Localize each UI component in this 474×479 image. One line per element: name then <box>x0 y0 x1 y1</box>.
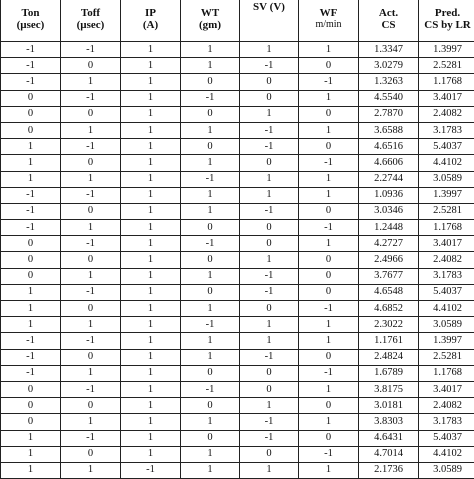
cell-ton: 1 <box>1 155 61 171</box>
cell-wt: 0 <box>181 365 240 381</box>
cell-pred-cs: 3.4017 <box>419 381 474 397</box>
cell-wf: 0 <box>299 203 359 219</box>
cell-wf: -1 <box>299 74 359 90</box>
header-act-cs: Act. CS <box>359 0 419 42</box>
cell-wt: 1 <box>181 42 240 58</box>
cell-wf: 1 <box>299 122 359 138</box>
cell-wt: 1 <box>181 187 240 203</box>
cell-wt: 1 <box>181 414 240 430</box>
cell-ton: -1 <box>1 220 61 236</box>
table-row <box>1 284 474 300</box>
cell-sv: -1 <box>240 430 299 446</box>
cell-pred-cs: 1.3997 <box>419 42 474 58</box>
table-row <box>1 446 474 462</box>
table-row <box>1 139 474 155</box>
cell-toff: -1 <box>61 284 121 300</box>
cell-ton: 0 <box>1 236 61 252</box>
table-body <box>1 42 474 479</box>
table-row <box>1 220 474 236</box>
cell-ton: 0 <box>1 381 61 397</box>
cell-pred-cs: 5.4037 <box>419 139 474 155</box>
cell-sv: -1 <box>240 349 299 365</box>
cell-wf: 0 <box>299 106 359 122</box>
cell-wf: 1 <box>299 42 359 58</box>
cell-pred-cs: 1.1768 <box>419 365 474 381</box>
cell-act-cs: 4.5540 <box>359 90 419 106</box>
cell-sv: 0 <box>240 236 299 252</box>
table-row <box>1 74 474 90</box>
cell-ip: 1 <box>121 203 181 219</box>
cell-wf: 0 <box>299 284 359 300</box>
cell-pred-cs: 2.4082 <box>419 252 474 268</box>
cell-toff: 0 <box>61 203 121 219</box>
table-row <box>1 171 474 187</box>
cell-act-cs: 1.3263 <box>359 74 419 90</box>
table-row <box>1 349 474 365</box>
cell-wt: 1 <box>181 268 240 284</box>
cell-ip: 1 <box>121 74 181 90</box>
cell-wf: -1 <box>299 301 359 317</box>
cell-sv: -1 <box>240 284 299 300</box>
cell-pred-cs: 4.4102 <box>419 155 474 171</box>
cell-sv: 1 <box>240 171 299 187</box>
cell-act-cs: 3.7677 <box>359 268 419 284</box>
table-row <box>1 122 474 138</box>
cell-ip: 1 <box>121 365 181 381</box>
cell-ip: 1 <box>121 171 181 187</box>
cell-toff: 1 <box>61 365 121 381</box>
cell-act-cs: 2.1736 <box>359 462 419 478</box>
cell-ip: 1 <box>121 58 181 74</box>
cell-act-cs: 3.0346 <box>359 203 419 219</box>
cell-sv: 1 <box>240 42 299 58</box>
cell-ton: 0 <box>1 268 61 284</box>
table-row <box>1 252 474 268</box>
cell-pred-cs: 4.4102 <box>419 446 474 462</box>
cell-wf: -1 <box>299 155 359 171</box>
cell-toff: 1 <box>61 220 121 236</box>
cell-ip: 1 <box>121 90 181 106</box>
cell-ip: 1 <box>121 430 181 446</box>
table-row <box>1 268 474 284</box>
cell-ton: 1 <box>1 317 61 333</box>
cell-pred-cs: 1.3997 <box>419 187 474 203</box>
cell-pred-cs: 3.0589 <box>419 317 474 333</box>
cell-ip: 1 <box>121 187 181 203</box>
cell-toff: 1 <box>61 462 121 478</box>
cell-act-cs: 1.6789 <box>359 365 419 381</box>
cell-ip: 1 <box>121 446 181 462</box>
table-row <box>1 106 474 122</box>
cell-toff: -1 <box>61 187 121 203</box>
cell-ip: -1 <box>121 462 181 478</box>
table-row <box>1 317 474 333</box>
header-ton: Ton (µsec) <box>1 0 61 42</box>
cell-ip: 1 <box>121 236 181 252</box>
cell-wt: 0 <box>181 430 240 446</box>
cell-wf: 0 <box>299 349 359 365</box>
cell-ip: 1 <box>121 301 181 317</box>
cell-ton: -1 <box>1 333 61 349</box>
cell-sv: -1 <box>240 414 299 430</box>
cell-ton: 1 <box>1 171 61 187</box>
cell-ton: 1 <box>1 301 61 317</box>
cell-act-cs: 3.6588 <box>359 122 419 138</box>
table-row <box>1 90 474 106</box>
table-row <box>1 462 474 478</box>
cell-pred-cs: 3.4017 <box>419 90 474 106</box>
cell-sv: 1 <box>240 252 299 268</box>
cell-wt: -1 <box>181 317 240 333</box>
cell-wt: 1 <box>181 58 240 74</box>
cell-sv: -1 <box>240 268 299 284</box>
cell-ip: 1 <box>121 220 181 236</box>
cell-sv: 0 <box>240 301 299 317</box>
cell-ip: 1 <box>121 106 181 122</box>
cell-wf: 0 <box>299 268 359 284</box>
cell-ip: 1 <box>121 284 181 300</box>
table-row <box>1 155 474 171</box>
cell-ton: 0 <box>1 252 61 268</box>
cell-act-cs: 2.7870 <box>359 106 419 122</box>
cell-wf: 1 <box>299 171 359 187</box>
cell-toff: 0 <box>61 349 121 365</box>
cell-ip: 1 <box>121 317 181 333</box>
cell-ton: -1 <box>1 365 61 381</box>
cell-toff: -1 <box>61 236 121 252</box>
table-row <box>1 381 474 397</box>
cell-act-cs: 3.8303 <box>359 414 419 430</box>
cell-ton: 1 <box>1 284 61 300</box>
table-row <box>1 365 474 381</box>
cell-wt: 0 <box>181 106 240 122</box>
cell-ton: 0 <box>1 414 61 430</box>
cell-toff: 0 <box>61 301 121 317</box>
table-row <box>1 414 474 430</box>
cell-ton: 0 <box>1 106 61 122</box>
cell-toff: 0 <box>61 155 121 171</box>
cell-sv: 1 <box>240 462 299 478</box>
cell-sv: 1 <box>240 106 299 122</box>
cell-pred-cs: 3.4017 <box>419 236 474 252</box>
cell-ip: 1 <box>121 252 181 268</box>
cell-act-cs: 4.6852 <box>359 301 419 317</box>
cell-wf: 1 <box>299 333 359 349</box>
table-header-row <box>1 0 474 42</box>
cell-sv: -1 <box>240 139 299 155</box>
cell-toff: 0 <box>61 446 121 462</box>
cell-wf: 0 <box>299 398 359 414</box>
cell-wf: -1 <box>299 446 359 462</box>
cell-wt: -1 <box>181 171 240 187</box>
cell-ip: 1 <box>121 268 181 284</box>
cell-wt: 1 <box>181 155 240 171</box>
cell-act-cs: 4.6431 <box>359 430 419 446</box>
cell-wt: 1 <box>181 203 240 219</box>
table-row <box>1 430 474 446</box>
cell-sv: 1 <box>240 187 299 203</box>
cell-act-cs: 1.2448 <box>359 220 419 236</box>
cell-sv: 0 <box>240 155 299 171</box>
cell-wt: 1 <box>181 462 240 478</box>
cell-wt: 1 <box>181 122 240 138</box>
cell-ip: 1 <box>121 155 181 171</box>
table-row <box>1 398 474 414</box>
cell-wf: 1 <box>299 90 359 106</box>
cell-sv: 1 <box>240 398 299 414</box>
cell-ton: 0 <box>1 398 61 414</box>
cell-pred-cs: 2.4082 <box>419 106 474 122</box>
cell-ip: 1 <box>121 381 181 397</box>
cell-sv: -1 <box>240 58 299 74</box>
cell-toff: 0 <box>61 58 121 74</box>
cell-sv: 0 <box>240 90 299 106</box>
cell-pred-cs: 2.5281 <box>419 203 474 219</box>
cell-ton: 1 <box>1 462 61 478</box>
cell-wf: 1 <box>299 317 359 333</box>
cell-sv: 0 <box>240 446 299 462</box>
header-pred-cs: Pred. CS by LR <box>419 0 474 42</box>
cell-ton: -1 <box>1 203 61 219</box>
cell-act-cs: 3.8175 <box>359 381 419 397</box>
cell-act-cs: 2.3022 <box>359 317 419 333</box>
cell-ip: 1 <box>121 139 181 155</box>
cell-pred-cs: 1.1768 <box>419 74 474 90</box>
cell-wt: 1 <box>181 349 240 365</box>
cell-toff: -1 <box>61 430 121 446</box>
cell-ton: 1 <box>1 139 61 155</box>
table-row <box>1 236 474 252</box>
cell-wf: 0 <box>299 58 359 74</box>
cell-sv: 1 <box>240 317 299 333</box>
cell-toff: 1 <box>61 317 121 333</box>
cell-ip: 1 <box>121 349 181 365</box>
cell-act-cs: 4.6516 <box>359 139 419 155</box>
cell-pred-cs: 3.1783 <box>419 268 474 284</box>
cell-toff: 1 <box>61 268 121 284</box>
cell-toff: 1 <box>61 171 121 187</box>
cell-ip: 1 <box>121 42 181 58</box>
cell-act-cs: 4.6548 <box>359 284 419 300</box>
header-wf: WF m/min <box>299 0 359 42</box>
cell-pred-cs: 2.4082 <box>419 398 474 414</box>
cell-pred-cs: 2.5281 <box>419 58 474 74</box>
cell-ton: 0 <box>1 122 61 138</box>
cell-ton: 1 <box>1 430 61 446</box>
header-toff: Toff (µsec) <box>61 0 121 42</box>
cell-ton: 0 <box>1 90 61 106</box>
cell-ip: 1 <box>121 333 181 349</box>
cell-sv: 0 <box>240 220 299 236</box>
header-ip: IP (A) <box>121 0 181 42</box>
cell-act-cs: 1.1761 <box>359 333 419 349</box>
cell-act-cs: 3.0181 <box>359 398 419 414</box>
cell-wt: 0 <box>181 252 240 268</box>
cell-wt: -1 <box>181 90 240 106</box>
table-row <box>1 42 474 58</box>
cell-pred-cs: 5.4037 <box>419 284 474 300</box>
cell-pred-cs: 2.5281 <box>419 349 474 365</box>
cell-wt: 0 <box>181 220 240 236</box>
cell-act-cs: 2.2744 <box>359 171 419 187</box>
cell-wf: 1 <box>299 414 359 430</box>
cell-wf: -1 <box>299 220 359 236</box>
cell-toff: -1 <box>61 139 121 155</box>
table-row <box>1 203 474 219</box>
cell-toff: -1 <box>61 90 121 106</box>
cell-wt: 0 <box>181 284 240 300</box>
cell-toff: 0 <box>61 106 121 122</box>
cell-ip: 1 <box>121 414 181 430</box>
cell-wf: 1 <box>299 381 359 397</box>
table-row <box>1 301 474 317</box>
cell-wt: 0 <box>181 74 240 90</box>
cell-sv: 0 <box>240 365 299 381</box>
cell-wt: 0 <box>181 139 240 155</box>
cell-wt: 1 <box>181 333 240 349</box>
cell-pred-cs: 5.4037 <box>419 430 474 446</box>
cell-act-cs: 4.7014 <box>359 446 419 462</box>
cell-act-cs: 2.4824 <box>359 349 419 365</box>
cell-ton: -1 <box>1 58 61 74</box>
header-sv: SV (V) <box>240 0 299 42</box>
cell-wt: 1 <box>181 301 240 317</box>
cell-wf: -1 <box>299 365 359 381</box>
cell-pred-cs: 3.0589 <box>419 171 474 187</box>
cell-wf: 0 <box>299 139 359 155</box>
cell-ip: 1 <box>121 398 181 414</box>
cell-wf: 1 <box>299 187 359 203</box>
cell-act-cs: 1.0936 <box>359 187 419 203</box>
cell-act-cs: 4.2727 <box>359 236 419 252</box>
cell-act-cs: 4.6606 <box>359 155 419 171</box>
cell-pred-cs: 4.4102 <box>419 301 474 317</box>
table-row <box>1 333 474 349</box>
cell-toff: 1 <box>61 74 121 90</box>
cell-act-cs: 3.0279 <box>359 58 419 74</box>
cell-wt: 0 <box>181 398 240 414</box>
cell-ton: -1 <box>1 349 61 365</box>
cell-toff: 0 <box>61 252 121 268</box>
cell-ton: -1 <box>1 74 61 90</box>
cell-ton: 1 <box>1 446 61 462</box>
cell-act-cs: 1.3347 <box>359 42 419 58</box>
cell-pred-cs: 1.3997 <box>419 333 474 349</box>
cell-sv: 1 <box>240 333 299 349</box>
cell-toff: 1 <box>61 122 121 138</box>
cell-pred-cs: 3.1783 <box>419 122 474 138</box>
cell-toff: -1 <box>61 333 121 349</box>
cell-sv: 0 <box>240 381 299 397</box>
cell-pred-cs: 1.1768 <box>419 220 474 236</box>
cell-act-cs: 2.4966 <box>359 252 419 268</box>
cell-sv: 0 <box>240 74 299 90</box>
cell-wf: 0 <box>299 252 359 268</box>
cell-pred-cs: 3.0589 <box>419 462 474 478</box>
cell-toff: -1 <box>61 381 121 397</box>
cell-toff: 0 <box>61 398 121 414</box>
cell-ton: -1 <box>1 187 61 203</box>
cell-ton: -1 <box>1 42 61 58</box>
cell-wt: -1 <box>181 236 240 252</box>
table-row <box>1 187 474 203</box>
cell-wf: 1 <box>299 462 359 478</box>
cell-sv: -1 <box>240 203 299 219</box>
cell-ip: 1 <box>121 122 181 138</box>
cell-toff: 1 <box>61 414 121 430</box>
cell-pred-cs: 3.1783 <box>419 414 474 430</box>
cell-wt: 1 <box>181 446 240 462</box>
header-wt: WT (gm) <box>181 0 240 42</box>
cell-wt: -1 <box>181 381 240 397</box>
cell-wf: 0 <box>299 430 359 446</box>
table-row <box>1 58 474 74</box>
cell-toff: -1 <box>61 42 121 58</box>
cell-sv: -1 <box>240 122 299 138</box>
cell-wf: 1 <box>299 236 359 252</box>
